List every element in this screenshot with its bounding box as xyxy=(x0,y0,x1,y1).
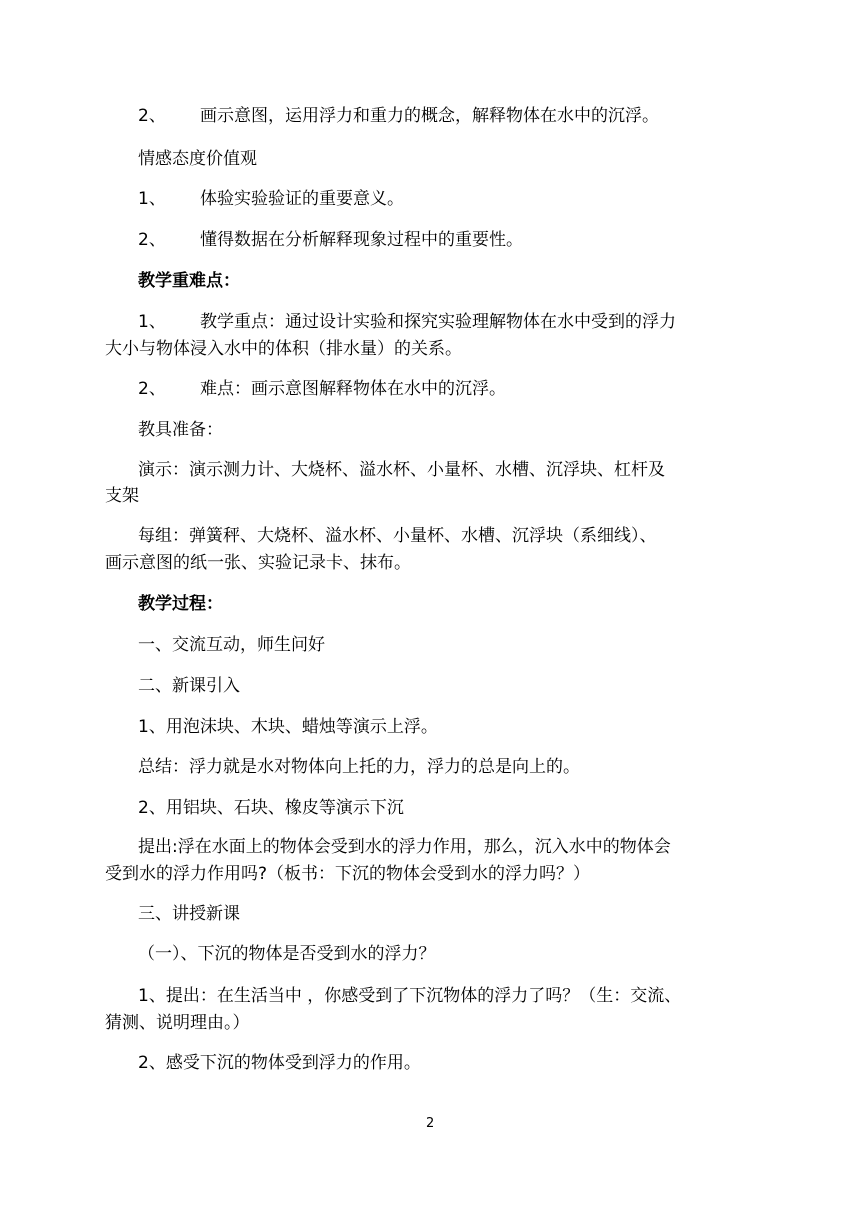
item-text: 画示意图，运用浮力和重力的概念，解释物体在水中的沉浮。 xyxy=(200,106,659,126)
list-item xyxy=(138,378,506,400)
paragraph: 提出:浮在水面上的物体会受到水的浮力作用，那么，沉入水中的物体会 xyxy=(138,837,671,857)
paragraph: 每组：弹簧秤、大烧杯、溢水杯、小量杯、水槽、沉浮块（系细线）、 xyxy=(138,526,657,546)
paragraph-continuation: 猜测、说明理由。） xyxy=(105,1013,250,1033)
paragraph: 二、新课引入 xyxy=(138,676,240,696)
paragraph: 一、交流互动，师生问好 xyxy=(138,635,325,655)
paragraph-continuation: 受到水的浮力作用吗?（板书：下沉的物体会受到水的浮力吗？） xyxy=(105,864,591,884)
item-text: 教学重点：通过设计实验和探究实验理解物体在水中受到的浮力 xyxy=(200,312,676,332)
item-text: 体验实验验证的重要意义。 xyxy=(200,189,404,209)
list-item xyxy=(138,188,404,210)
item-number: 2、 xyxy=(138,106,166,126)
page-number: 2 xyxy=(426,1116,435,1131)
paragraph-continuation: 画示意图的纸一张、实验记录卡、抹布。 xyxy=(105,553,411,573)
paragraph-continuation: 支架 xyxy=(105,486,139,506)
item-number: 1、 xyxy=(138,189,166,209)
paragraph: 1、用泡沫块、木块、蜡烛等演示上浮。 xyxy=(138,717,438,737)
section-heading: 教具准备： xyxy=(138,420,223,440)
item-text: 难点：画示意图解释物体在水中的沉浮。 xyxy=(200,379,506,399)
paragraph: 演示：演示测力计、大烧杯、溢水杯、小量杯、水槽、沉浮块、杠杆及 xyxy=(138,460,665,480)
list-item xyxy=(138,229,523,251)
section-heading-bold: 教学过程： xyxy=(138,594,223,614)
list-item xyxy=(138,311,676,333)
item-number: 2、 xyxy=(138,379,166,399)
section-heading-bold: 教学重难点： xyxy=(138,271,240,291)
paragraph: 总结：浮力就是水对物体向上托的力，浮力的总是向上的。 xyxy=(138,757,580,777)
paragraph: 2、感受下沉的物体受到浮力的作用。 xyxy=(138,1053,421,1073)
paragraph: （一）、下沉的物体是否受到水的浮力？ xyxy=(138,944,436,964)
paragraph: 三、讲授新课 xyxy=(138,904,240,924)
paragraph-continuation: 大小与物体浸入水中的体积（排水量）的关系。 xyxy=(105,339,462,359)
paragraph: 1、提出：在生活当中 ，你感受到了下沉物体的浮力了吗？（生：交流、 xyxy=(138,986,682,1006)
item-number: 1、 xyxy=(138,312,166,332)
paragraph: 2、用铝块、石块、橡皮等演示下沉 xyxy=(138,798,404,818)
item-text: 懂得数据在分析解释现象过程中的重要性。 xyxy=(200,230,523,250)
section-heading: 情感态度价值观 xyxy=(138,149,257,169)
item-number: 2、 xyxy=(138,230,166,250)
list-item xyxy=(138,105,659,127)
